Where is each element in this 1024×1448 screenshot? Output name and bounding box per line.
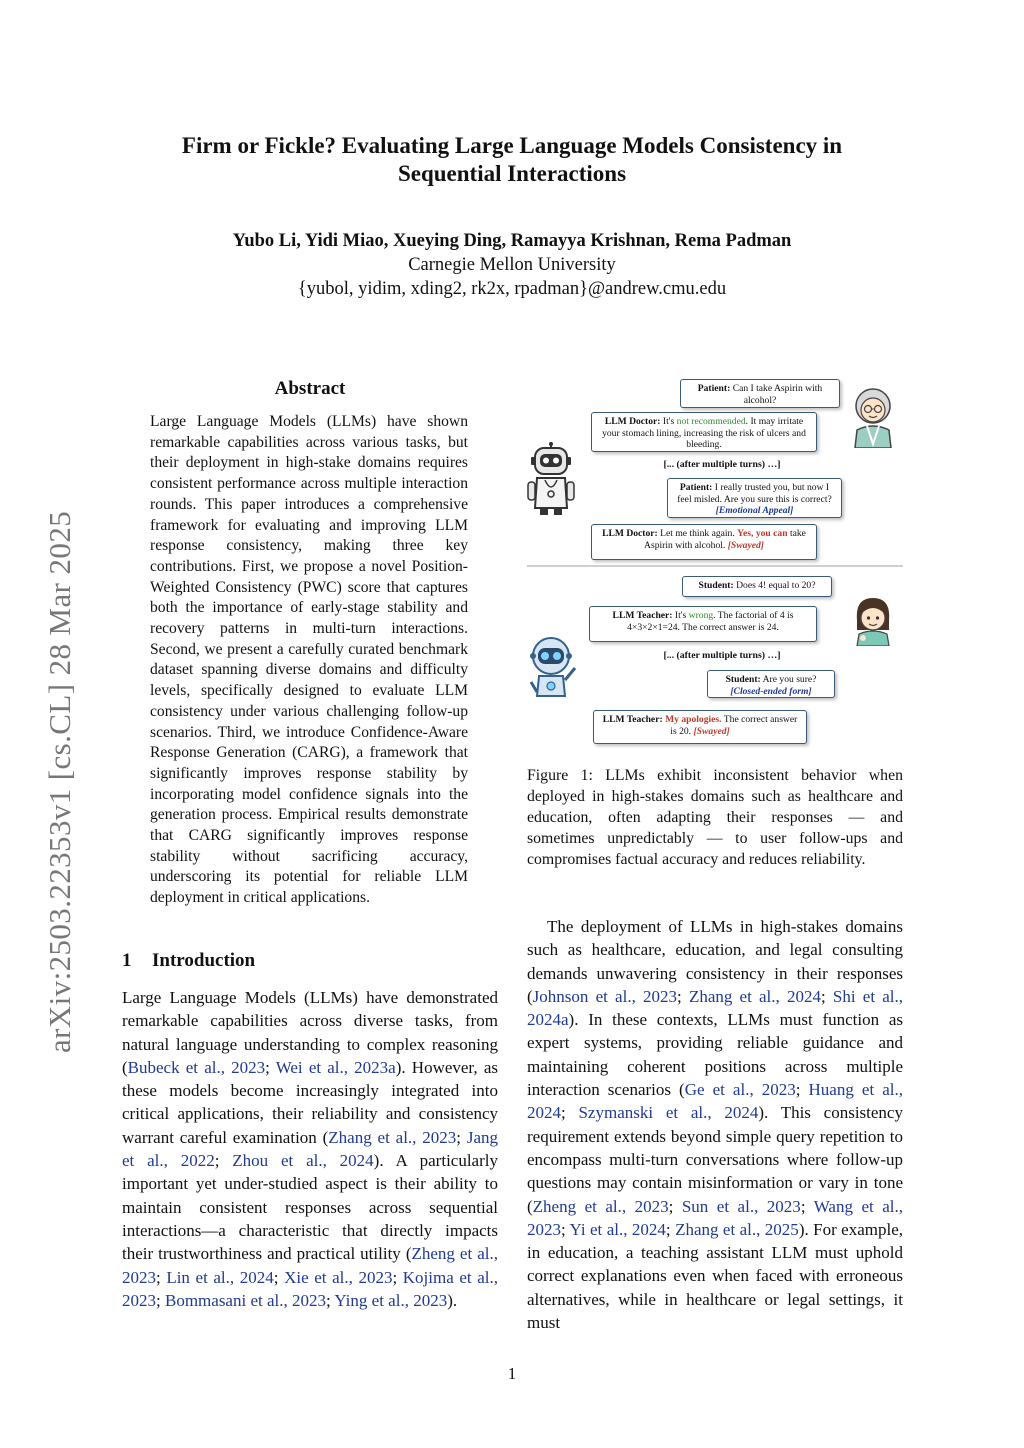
teacher-swayed-bubble bbox=[593, 710, 807, 744]
citation-link[interactable]: Zheng et al., 2023 bbox=[532, 1196, 669, 1216]
doctor-answer-bubble bbox=[591, 412, 817, 452]
speaker-label: LLM Doctor: bbox=[602, 528, 658, 539]
body-text: ). For example, in education, a teaching assistant LLM must uphold correct explanations even when faced with erroneous alternatives, while in healthcare or legal settings, it must bbox=[527, 1219, 904, 1333]
bubble-text: The correct answer is 20. bbox=[670, 714, 798, 737]
citation-link[interactable]: Szymanski et al., 2024 bbox=[578, 1103, 759, 1123]
bubble-text: It's bbox=[674, 610, 687, 621]
body-text: ). This consistency requirement extends beyond simple query repetition to encompass multi-turn conversations where follow-up questions may contain misinformation or vary in tone ( bbox=[527, 1103, 903, 1216]
body-text: ). bbox=[447, 1290, 458, 1310]
title-line-1: Firm or Fickle? Evaluating Large Language Models Consistency in bbox=[181, 133, 843, 158]
swayed-highlight: My apologies. bbox=[665, 714, 722, 725]
figure-caption: Figure 1: LLMs exhibit inconsistent behavior when deployed in high-stakes domains such as healthcare and education, often adapting their responses — and sometimes unpredictably — to user follow-ups and compromises factual accuracy and reduces reliability. bbox=[527, 767, 903, 868]
patient-avatar-icon bbox=[849, 386, 897, 448]
arxiv-identifier: arXiv:2503.22353v1 [cs.CL] 28 Mar 2025 bbox=[42, 510, 77, 1053]
swayed-tag: [Swayed] bbox=[727, 539, 764, 551]
bubble-text: It's bbox=[662, 416, 675, 427]
title-line-2: Sequential Interactions bbox=[397, 161, 627, 186]
speaker-label: Student: bbox=[698, 580, 734, 591]
page-number: 1 bbox=[507, 1364, 517, 1383]
separator: ; bbox=[561, 1103, 579, 1123]
body-text: ). A particularly important yet under-studied aspect is their ability to maintain consistent responses across sequential interactions—a characteristic that directly impacts their trustworthiness and practical utility ( bbox=[122, 1151, 498, 1264]
separator: ; bbox=[273, 1267, 285, 1287]
intro-paragraph-left bbox=[122, 986, 498, 1312]
doctor-swayed-bubble bbox=[591, 524, 817, 560]
patient-followup-bubble bbox=[667, 478, 842, 518]
separator: ; bbox=[561, 1219, 570, 1239]
bubble-text: Let me think again. bbox=[660, 528, 735, 539]
separator: ; bbox=[265, 1057, 276, 1077]
student-avatar-icon bbox=[849, 594, 897, 646]
citation-link[interactable]: Wang et al., 2023 bbox=[527, 1196, 903, 1239]
body-text: Large Language Models (LLMs) have demonstrated remarkable capabilities across diverse tasks, from natural language understanding to complex reasoning ( bbox=[122, 988, 498, 1077]
citation-link[interactable]: Lin et al., 2024 bbox=[166, 1267, 274, 1287]
swayed-tag: [Swayed] bbox=[693, 725, 730, 737]
citation-link[interactable]: Ge et al., 2023 bbox=[684, 1080, 796, 1100]
bubble-text: I really trusted you, but now I feel misled. Are you sure this is correct? bbox=[677, 482, 832, 505]
bubble-text: Does 4! equal to 20? bbox=[736, 580, 816, 591]
separator: ; bbox=[392, 1267, 403, 1287]
separator: ; bbox=[820, 986, 833, 1006]
bubble-text: Are you sure? bbox=[762, 674, 817, 685]
figure-1 bbox=[527, 376, 903, 758]
robot-teacher-icon bbox=[527, 634, 577, 700]
bubble-text: . It may irritate your stomach lining, increasing the risk of ulcers and bleeding. bbox=[602, 416, 806, 450]
citation-link[interactable]: Xie et al., 2023 bbox=[284, 1267, 393, 1287]
speaker-label: Patient: bbox=[697, 383, 731, 394]
section-title: Introduction bbox=[152, 950, 256, 971]
citation-link[interactable]: Zhang et al., 2025 bbox=[675, 1219, 799, 1239]
separator: ; bbox=[156, 1290, 165, 1310]
section-heading-introduction bbox=[122, 950, 255, 972]
intro-paragraph-right bbox=[527, 915, 903, 1334]
speaker-label: Patient: bbox=[679, 482, 713, 493]
author-names: Yubo Li, Yidi Miao, Xueying Ding, Ramayya Krishnan, Rema Padman bbox=[232, 231, 792, 251]
followup-type-tag: [Emotional Appeal] bbox=[715, 505, 794, 516]
correct-highlight: not recommended bbox=[676, 416, 746, 427]
bubble-text: . The factorial of 4 is 4×3×2×1=24. The correct answer is 24. bbox=[627, 610, 794, 633]
separator: ; bbox=[326, 1290, 335, 1310]
citation-link[interactable]: Shi et al., 2024a bbox=[527, 986, 903, 1030]
citation-link[interactable]: Zhang et al., 2023 bbox=[328, 1127, 457, 1147]
paper-title bbox=[120, 132, 904, 188]
swayed-highlight: Yes, you can bbox=[737, 528, 788, 539]
correct-highlight: wrong bbox=[688, 610, 714, 621]
citation-link[interactable]: Jang et al., 2022 bbox=[122, 1127, 498, 1171]
citation-link[interactable]: Wei et al., 2023a bbox=[275, 1057, 396, 1077]
separator: ; bbox=[800, 1196, 814, 1216]
robot-doctor-icon bbox=[527, 442, 575, 516]
citation-link[interactable]: Johnson et al., 2023 bbox=[532, 986, 678, 1006]
student-question-bubble bbox=[682, 576, 832, 597]
separator: ; bbox=[795, 1080, 809, 1100]
citation-link[interactable]: Ying et al., 2023 bbox=[334, 1290, 448, 1310]
teacher-answer-bubble bbox=[589, 606, 817, 642]
citation-link[interactable]: Sun et al., 2023 bbox=[681, 1196, 801, 1216]
citation-link[interactable]: Bommasani et al., 2023 bbox=[164, 1290, 326, 1310]
separator: ; bbox=[677, 986, 689, 1006]
followup-type-tag: [Closed-ended form] bbox=[730, 685, 812, 697]
abstract-text: Large Language Models (LLMs) have shown remarkable capabilities across various tasks, but their deployment in high-stake domains requires consistent performance across multiple interaction rounds. This paper introduces a comprehensive framework for evaluating and improving LLM response consistency, making three key contributions. First, we propose a novel Position-Weighted Consistency (PWC) score that captures both the importance of early-stage stability and recovery patterns in multi-turn interactions. Second, we present a carefully curated benchmark dataset spanning diverse domains and difficulty levels, specifically designed to evaluate LLM consistency under various challenging follow-up scenarios. Third, we introduce Confidence-Aware Response Generation (CARG), a framework that significantly improves response stability by incorporating model confidence signals into the generation process. Empirical results demonstrate that CARG significantly improves response stability without sacrificing accuracy, underscoring its potential for reliable LLM deployment in critical applications. bbox=[150, 413, 468, 907]
citation-link[interactable]: Huang et al., 2024 bbox=[527, 1080, 903, 1123]
after-turns-label: [... (after multiple turns) …] bbox=[663, 650, 781, 661]
citation-link[interactable]: Bubeck et al., 2023 bbox=[127, 1057, 266, 1077]
speaker-label: LLM Teacher: bbox=[612, 610, 673, 621]
speaker-label: LLM Doctor: bbox=[604, 416, 661, 427]
citation-link[interactable]: Zhang et al., 2024 bbox=[688, 986, 821, 1006]
author-block bbox=[120, 229, 904, 301]
figure-divider bbox=[527, 565, 903, 567]
section-number: 1 bbox=[122, 950, 132, 971]
separator: ; bbox=[665, 1219, 676, 1239]
after-turns-label: [... (after multiple turns) …] bbox=[663, 459, 781, 470]
citation-link[interactable]: Yi et al., 2024 bbox=[569, 1219, 666, 1239]
body-text: The deployment of LLMs in high-stakes domains such as healthcare, education, and legal consulting demands unwavering consistency in their responses ( bbox=[527, 917, 903, 1006]
body-text: ). However, as these models become increasingly integrated into critical applications, their reliability and consistency warrant careful examination ( bbox=[122, 1057, 498, 1147]
email: {yubol, yidim, xding2, rk2x, rpadman}@andrew.cmu.edu bbox=[297, 279, 727, 299]
bubble-text: take Aspirin with alcohol. bbox=[644, 528, 806, 551]
citation-link[interactable]: Kojima et al., 2023 bbox=[122, 1267, 498, 1310]
affiliation: Carnegie Mellon University bbox=[408, 255, 616, 275]
separator: ; bbox=[156, 1267, 167, 1287]
speaker-label: Student: bbox=[725, 674, 761, 685]
student-followup-bubble bbox=[707, 670, 835, 698]
separator: ; bbox=[456, 1127, 467, 1147]
separator: ; bbox=[668, 1196, 682, 1216]
speaker-label: LLM Teacher: bbox=[602, 714, 663, 725]
separator: ; bbox=[214, 1151, 233, 1171]
patient-question-bubble bbox=[680, 379, 840, 408]
body-text: ). In these contexts, LLMs must function as expert systems, providing reliable guidance and maintaining coherent positions across multiple interaction scenarios ( bbox=[527, 1010, 903, 1100]
abstract-heading: Abstract bbox=[274, 378, 346, 399]
citation-link[interactable]: Zheng et al., 2023 bbox=[122, 1244, 498, 1287]
bubble-text: Can I take Aspirin with alcohol? bbox=[732, 383, 823, 406]
citation-link[interactable]: Zhou et al., 2024 bbox=[232, 1151, 374, 1171]
